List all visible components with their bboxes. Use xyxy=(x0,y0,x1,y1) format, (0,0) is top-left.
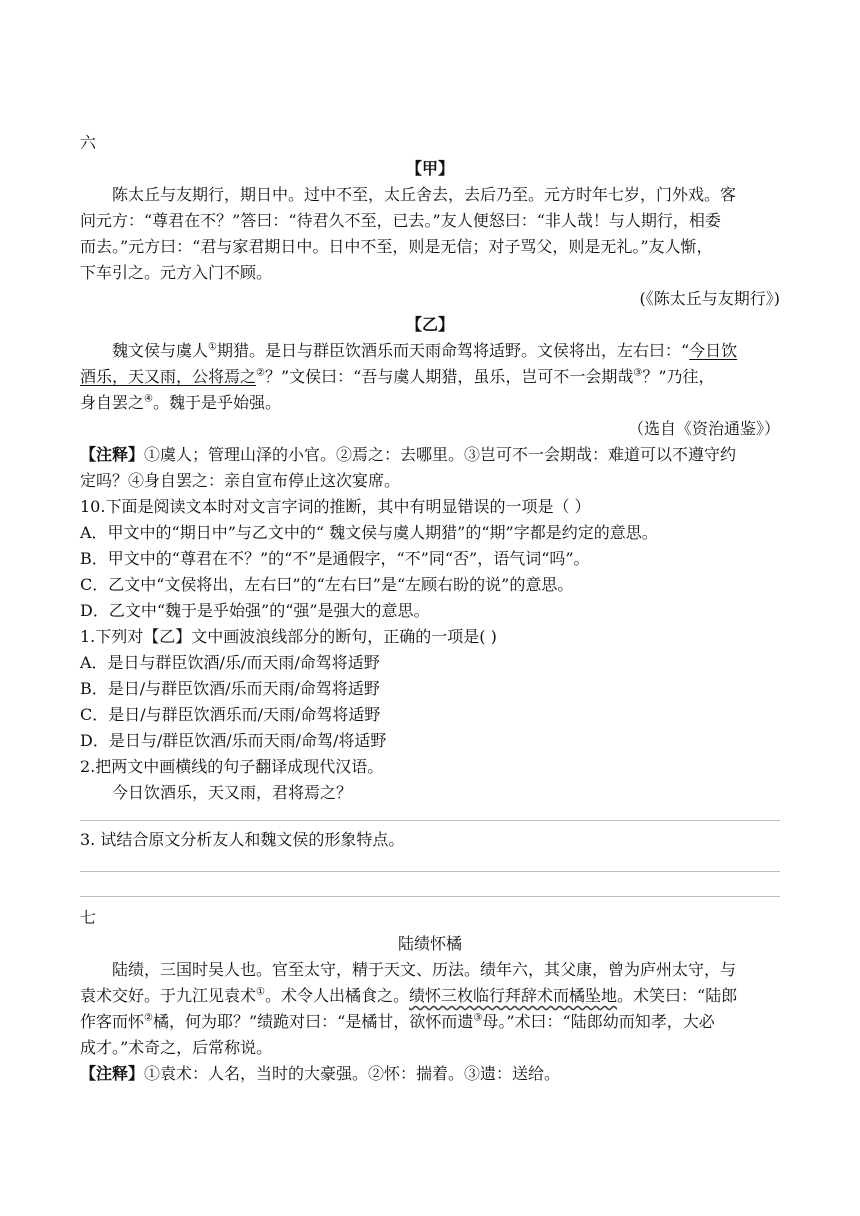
question-1-option: B．是日/与群臣饮酒/乐而天雨/命驾将适野 xyxy=(80,679,380,698)
annotation-7: 【注释】①袁术：人名，当时的大豪强。②怀：揣着。③遗：送给。 xyxy=(80,1064,561,1083)
passage-7-line-2: 袁术交好。于九江见袁术①。术令人出橘食之。绩怀三枚临行拜辞术而橘坠地。术笑曰：“陆郎 xyxy=(80,986,738,1005)
question-10-option: B．甲文中的“尊君在不？”的“不”是通假字，“不”同“否”，语气词“吗”。 xyxy=(80,549,590,568)
passage-jia-line: 陈太丘与友期行，期日中。过中不至，太丘舍去，去后乃至。元方时年七岁，门外戏。客 xyxy=(112,185,737,204)
question-2-stem: 2.把两文中画横线的句子翻译成现代汉语。 xyxy=(80,757,384,776)
question-2-sentence: 今日饮酒乐，天又雨，君将焉之？ xyxy=(112,783,353,802)
document-body xyxy=(80,130,780,1087)
question-1-option: D．是日与/群臣饮酒/乐而天雨/命驾/将适野 xyxy=(80,731,387,750)
section-number-6: 六 xyxy=(80,133,97,152)
passage-jia-line: 而去。”元方曰：“君与家君期日中。日中不至，则是无信；对子骂父，则是无礼。”友人惭， xyxy=(80,237,713,256)
underlined-sentence: 酒乐，天又雨，公将焉之 xyxy=(80,367,257,386)
question-10-option: D．乙文中“魏于是乎始强”的“强”是强大的意思。 xyxy=(80,601,430,620)
annotation-line-2: 定吗？④身自罢之：亲自宣布停止这次宴席。 xyxy=(80,471,401,490)
question-1-option: C．是日/与群臣饮酒乐而/天雨/命驾将适野 xyxy=(80,705,381,724)
passage-jia-line: 下车引之。元方入门不顾。 xyxy=(80,263,273,282)
question-10-option: A．甲文中的“期日中”与乙文中的“ 魏文侯与虞人期猎”的“期”字都是约定的意思。 xyxy=(80,523,658,542)
passage-yi-source: （选自《资治通鉴》） xyxy=(627,419,780,438)
passage-7-line-3: 作客而怀②橘，何为耶？”绩跪对曰：“是橘甘，欲怀而遗③母。”术曰：“陆郎幼而知孝，大必 xyxy=(80,1012,715,1031)
passage-7-line-1: 陆绩，三国时吴人也。官至太守，精于天文、历法。绩年六，其父康，曾为庐州太守，与 xyxy=(112,960,737,979)
section-number-7: 七 xyxy=(80,908,97,927)
question-1-stem: 1.下列对【乙】文中画波浪线部分的断句，正确的一项是( ) xyxy=(80,627,497,646)
question-1-option: A．是日与群臣饮酒/乐/而天雨/命驾将适野 xyxy=(80,653,380,672)
passage-7-line-4: 成才。”术奇之，后常称说。 xyxy=(80,1038,273,1057)
passage-yi-line-2: 酒乐，天又雨，公将焉之②？”文侯曰：“吾与虞人期猎，虽乐，岂可不一会期哉③？”乃往， xyxy=(80,367,715,386)
passage-jia-title: 【甲】 xyxy=(405,159,454,178)
passage-7-title: 陆绩怀橘 xyxy=(397,934,462,953)
passage-yi-line-1: 魏文侯与虞人①期猎。是日与群臣饮酒乐而天雨命驾将适野。文侯将出，左右曰：“今日饮 xyxy=(112,341,738,360)
wavy-underlined-sentence: 绩怀三枚临行拜辞术而橘坠地 xyxy=(409,986,618,1005)
question-10-option: C．乙文中“文侯将出，左右曰”的“左右曰”是“左顾右盼的说”的意思。 xyxy=(80,575,574,594)
underlined-sentence: 今日饮 xyxy=(689,341,738,360)
passage-jia-source: (《陈太丘与友期行》) xyxy=(639,289,780,308)
question-3-stem: 3. 试结合原文分析友人和魏文侯的形象特点。 xyxy=(80,830,405,849)
annotation-line-1: 【注释】①虞人；管理山泽的小官。②焉之：去哪里。③岂可不一会期哉：难道可以不遵守约 xyxy=(80,445,737,464)
passage-yi-title: 【乙】 xyxy=(405,315,454,334)
passage-jia-line: 问元方：“尊君在不？”答曰：“待君久不至，已去。”友人便怒曰：“非人哉！与人期行，相委 xyxy=(80,211,721,230)
passage-yi-line-3: 身自罢之④。魏于是乎始强。 xyxy=(80,393,281,412)
question-10-stem: 10.下面是阅读文本时对文言字词的推断，其中有明显错误的一项是（ ） xyxy=(80,497,591,516)
